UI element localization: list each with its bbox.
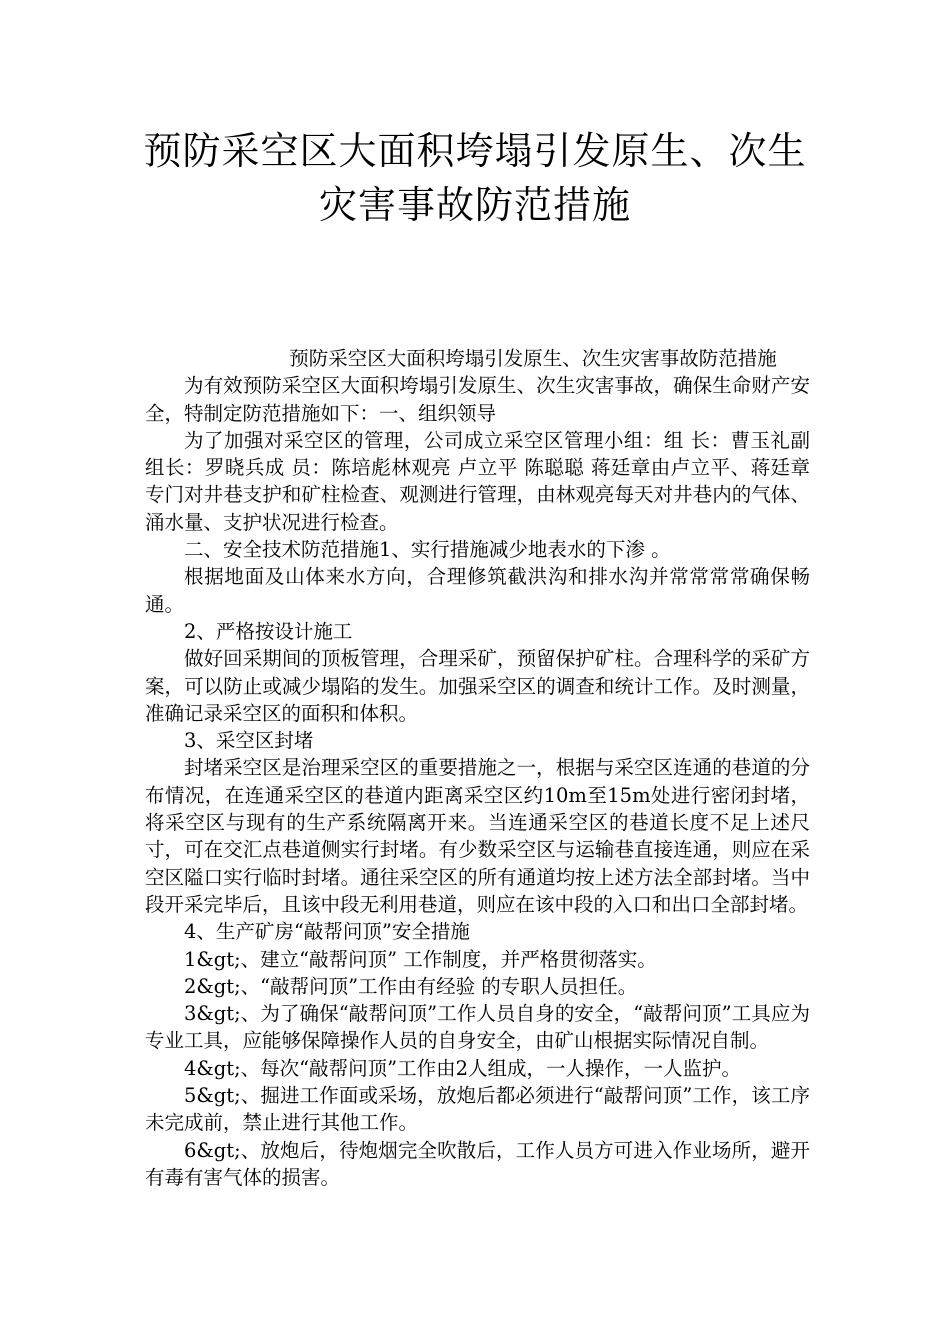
- list-item-6: 6&gt;、放炮后，待炮烟完全吹散后，工作人员方可进入作业场所，避开有毒有害气体的损害。: [145, 1138, 810, 1189]
- document-title: [100, 124, 850, 232]
- document-subtitle: 预防采空区大面积垮塌引发原生、次生灾害事故防范措施: [289, 347, 777, 370]
- section-heading-construction: 2、严格按设计施工: [184, 619, 353, 643]
- list-item-3: 3&gt;、为了确保“敲帮问顶”工作人员自身的安全，“敲帮问顶”工具应为专业工具，应能够保障操作人员的自身安全，由矿山根据实际情况自制。: [145, 1002, 810, 1053]
- section-heading-roof-checking: 4、生产矿房“敲帮问顶”安全措施: [184, 920, 470, 944]
- section-heading-sealing: 3、采空区封堵: [184, 729, 314, 753]
- paragraph-organization: 为了加强对采空区的管理，公司成立采空区管理小组：组 长：曹玉礼副组长：罗晓兵成 员：陈培彪林观亮 卢立平 陈聪聪 蒋廷章由卢立平、蒋廷章专门对井巷支护和矿柱检查、观测进行管理，由林观亮每天对井巷内的气体、涌水量、支护状况进行检查。: [145, 428, 810, 534]
- list-item-2: 2&gt;、“敲帮问顶”工作由有经验 的专职人员担任。: [184, 974, 638, 998]
- document-body: [145, 345, 810, 1191]
- paragraph-sealing: 封堵采空区是治理采空区的重要措施之一，根据与采空区连通的巷道的分布情况，在连通采空区的巷道内距离采空区约10m至15m处进行密闭封堵，将采空区与现有的生产系统隔离开来。当连通采空区的巷道长度不足上述尺寸，可在交汇点巷道侧实行封堵。有少数采空区与运输巷直接连通，则应在采空区隘口实行临时封堵。通往采空区的所有通道均按上述方法全部封堵。当中段开采完毕后，且该中段无利用巷道，则应在该中段的入口和出口全部封堵。: [145, 756, 810, 916]
- list-item-5: 5&gt;、掘进工作面或采场，放炮后都必须进行“敲帮问顶”工作，该工序未完成前，禁止进行其他工作。: [145, 1084, 810, 1135]
- list-item-1: 1&gt;、建立“敲帮问顶” 工作制度，并严格贯彻落实。: [184, 947, 657, 971]
- section-heading-technical-measures: 二、安全技术防范措施1、实行措施减少地表水的下渗 。: [184, 538, 671, 562]
- list-item-4: 4&gt;、每次“敲帮问顶”工作由2人组成，一人操作，一人监护。: [184, 1056, 741, 1080]
- paragraph-roof-management: 做好回采期间的顶板管理，合理采矿，预留保护矿柱。合理科学的采矿方案，可以防止或减少塌陷的发生。加强采空区的调查和统计工作。及时测量，准确记录采空区的面积和体积。: [145, 647, 810, 725]
- paragraph-intro: 为有效预防采空区大面积垮塌引发原生、次生灾害事故，确保生命财产安全，特制定防范措施如下：一、组织领导: [145, 374, 810, 425]
- title-line-2: 灾害事故防范措施: [318, 183, 631, 227]
- paragraph-drainage: 根据地面及山体来水方向，合理修筑截洪沟和排水沟并常常常常确保畅通。: [145, 565, 810, 616]
- title-line-1: 预防采空区大面积垮塌引发原生、次生: [143, 129, 807, 173]
